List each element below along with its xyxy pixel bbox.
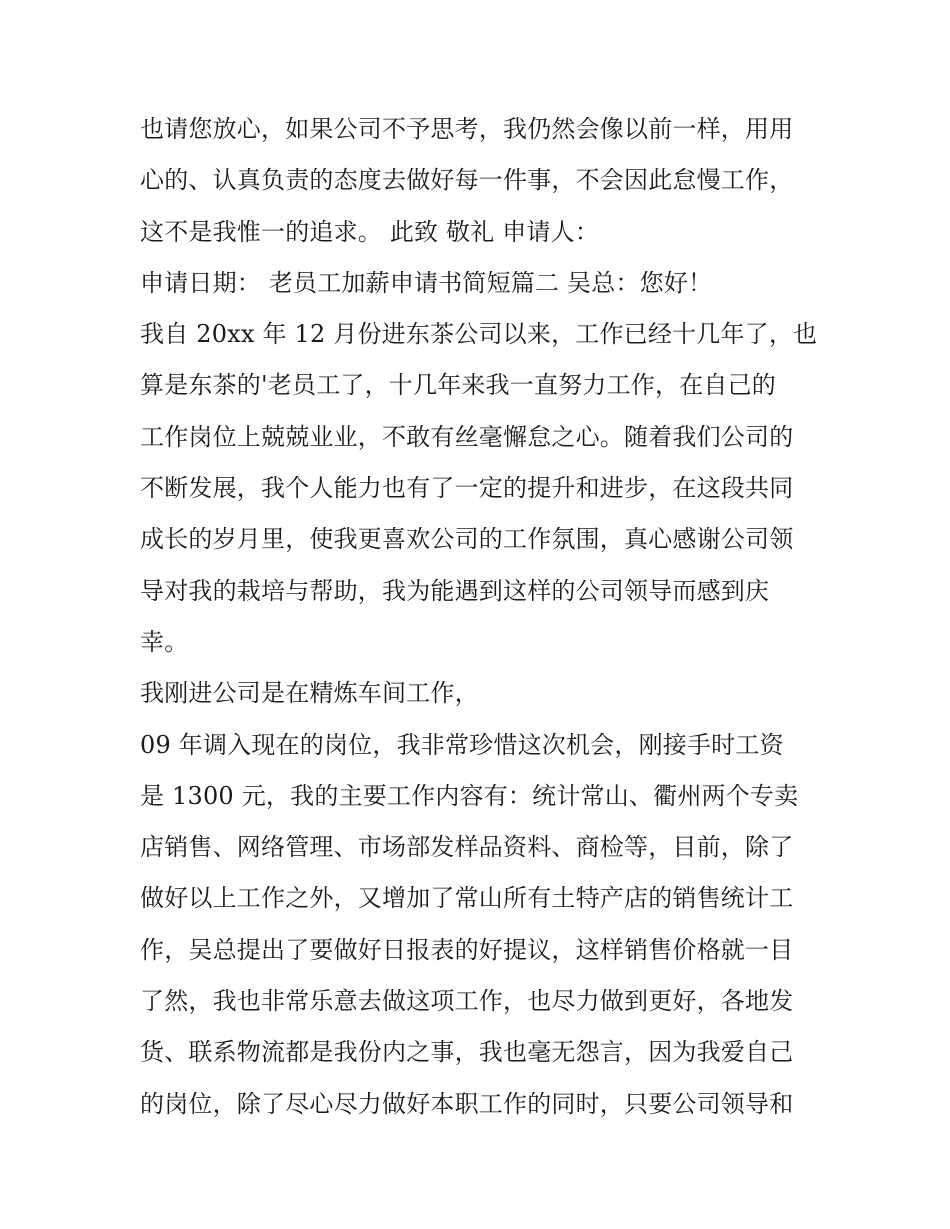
text-line: 我刚进公司是在精炼车间工作， [140,679,479,708]
text-line: 心的、认真负责的态度去做好每一件事，不会因此怠慢工作， [140,166,794,195]
text-line: 了然，我也非常乐意去做这项工作，也尽力做到更好，各地发 [140,987,794,1016]
text-line: 我自 20xx 年 12 月份进东茶公司以来，工作已经十几年了，也 [140,320,818,349]
text-line: 工作岗位上兢兢业业，不敢有丝毫懈怠之心。随着我们公司的 [140,422,794,451]
text-line: 不断发展，我个人能力也有了一定的提升和进步，在这段共同 [140,474,794,503]
text-line: 是 1300 元，我的主要工作内容有：统计常山、衢州两个专卖 [140,781,799,810]
text-line: 作，吴总提出了要做好日报表的好提议，这样销售价格就一目 [140,935,794,964]
text-line: 这不是我惟一的追求。 此致 敬礼 申请人： [140,217,600,246]
text-line: 申请日期： 老员工加薪申请书简短篇二 吴总：您好！ [140,268,713,297]
text-line: 09 年调入现在的岗位，我非常珍惜这次机会，刚接手时工资 [140,730,784,759]
text-line: 做好以上工作之外，又增加了常山所有土特产店的销售统计工 [140,884,794,913]
text-line: 的岗位，除了尽心尽力做好本职工作的同时，只要公司领导和 [140,1089,794,1118]
text-line: 幸。 [140,627,189,656]
document-body [140,104,820,1130]
text-line: 成长的岁月里，使我更喜欢公司的工作氛围，真心感谢公司领 [140,525,794,554]
text-line: 算是东茶的'老员工了，十几年来我一直努力工作，在自己的 [140,371,776,400]
text-line: 货、联系物流都是我份内之事，我也毫无怨言，因为我爱自己 [140,1038,794,1067]
text-line: 店销售、网络管理、市场部发样品资料、商检等，目前，除了 [140,833,794,862]
text-line: 也请您放心，如果公司不予思考，我仍然会像以前一样，用用 [140,115,794,143]
text-line: 导对我的栽培与帮助，我为能遇到这样的公司领导而感到庆 [140,576,770,605]
